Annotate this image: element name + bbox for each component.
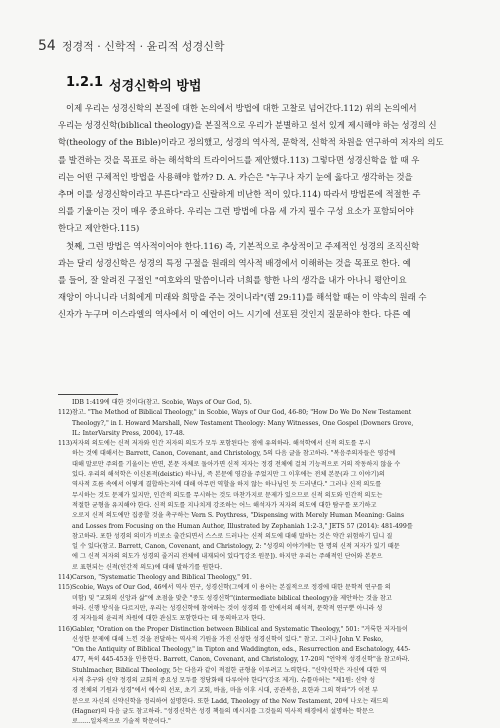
footnote-number: 115) [58, 584, 73, 592]
body-line: 리는 어떤 구체적인 방법을 사용해야 할까? D. A. 카슨은 "누구나 자기 눈에 옳다고 생각하는 것을 [58, 171, 413, 182]
footnote-line: 사적 추구와 신약 정경의 교회적 중요성 모두를 정당화해 다루어야 한다"(강조 제거). 슈틀마허는 "제1원: 신약 성 [72, 677, 376, 685]
footnote-line: 역사적 흐름 속에서 어떻게 결합하는지에 대해 아무런 역할을 하지 않는 하나님인 듯 드러낸다." 그러나 신적 의도를 [72, 481, 382, 489]
body-line: 를 발견하는 것을 목표로 하는 해석학의 트라이어드를 제안했다.113) 그렇다면 성경신학을 할 때 우 [58, 154, 420, 165]
section-number: 1.2.1 [66, 75, 104, 90]
body-text [58, 100, 458, 324]
footnote-line: 참고하라. 포한 성경의 의미가 비로소 출간되면서 스스로 드러나는 신적 의도에 대해 말하는 것은 약간 위험하기 딥니 질 [72, 532, 393, 540]
body-line: 이제 우리는 성경신학의 본질에 대한 논의에서 방법에 대한 고찰로 넘어간다.112) 위의 논의에서 [66, 103, 417, 113]
footnote-line: 로……일차적으로 기술적 학문이다." [72, 718, 171, 726]
footnote-line: 저자의 의도에는 신적 저자와 인간 저자의 의도가 모두 포함된다는 점에 유의하라. 해석학에서 신적 의도를 무시 [72, 440, 371, 448]
footnote-115 [58, 583, 458, 624]
footnote-line: 무시하는 것도 문제가 있지만, 인간적 의도를 무시하는 것도 마찬가지로 문제가 있으므로 신적 의도와 인간적 의도는 [72, 491, 383, 499]
footnote-line: Carson, "Systematic Theology and Biblical Theology," 91. [72, 574, 252, 582]
footnote-line: 대해 말로만 주의를 기울이는 반면, 본문 자체로 돌아가면 신적 저자는 정경 전체에 걸쳐 기능적으로 거의 작동하지 않을 수 [72, 460, 401, 468]
footnote-line: "On the Antiquity of Biblical Theology," in Tipton and Waddington, eds., Resurrection and Eschatology, 445- [72, 646, 411, 654]
footnote-number: 113) [58, 440, 73, 448]
footnote [58, 398, 458, 408]
footnote-112 [58, 408, 458, 439]
running-header [38, 38, 224, 54]
footnote-line: 477, 특히 445-453을 인용한다. Barrett, Canon, Covenant, and Christology, 17-20의 "언약적 성경신학"을 참고하라. [72, 656, 410, 664]
running-title: 정경적 · 신학적 · 윤리적 성경신학 [61, 40, 225, 53]
page-number: 54 [38, 38, 56, 54]
body-line: 한다고 제안한다.115) [58, 223, 140, 234]
body-line: 첫째, 그런 방법은 역사적이어야 한다.116) 즉, 기본적으로 추상적이고 주제적인 성경의 조직신학 [66, 240, 420, 251]
footnote-line: 로 표현되는 신적(인간적 의도)에 대해 말하기를 원한다. [72, 563, 223, 571]
footnote-line: 하라. 신행 방식을 다르지만, 우리는 성경신학에 참여하는 것이 성경의 틀 안에서의 해석적, 문학적 연구뿐 아니라 성 [72, 604, 383, 612]
footnote-line: IDB 1:419에 대한 것이다(참고. Scobie, Ways of Our God, 5). [72, 399, 252, 406]
footnote-line: 에 그 신적 저자의 의도가 성경의 줄거리 전체에 내재되어 있다"[강조 원문]). 하지만 우리는 주해적인 단어와 본문으 [72, 553, 383, 561]
section-heading [66, 75, 201, 94]
footnote-line: 오로지 신적 의도에만 집중할 것을 촉구하는 Vern S. Poythress, "Dispensing with Merely Human Meaning: Gains [72, 512, 405, 520]
footnote-number: 114) [58, 574, 73, 582]
footnote-line: and Losses from Focusing on the Human Author, Illustrated by Zephaniah 1:2-3," JETS 57 (2014): 481-499를 [72, 522, 413, 530]
footnote-line: 참고. "The Method of Biblical Theology," in Scobie, Ways of Our God, 46-80; "How Do We Do New Testament [72, 409, 412, 417]
footnote-line: IL: InterVarsity Press, 2004), 17-48. [72, 429, 185, 437]
footnote-divider [58, 394, 118, 395]
body-line: 과는 달리 성경신학은 성경의 특정 구절을 원래의 역사적 배경에서 이해하는 것을 목표로 한다. 예 [58, 257, 411, 268]
body-line: 우리는 성경신학(biblical theology)을 본질적으로 우리가 분별하고 설서 있게 제시해야 하는 성경의 신 [58, 120, 437, 131]
body-line: 재앙이 아니니라 너희에게 미래와 희망을 주는 것이니라"(렘 29:11)를 해석할 때는 이 약속의 원래 수 [58, 292, 427, 303]
footnote-line: Stuhlmacher, Biblical Theology, 5는 다음과 같이 적절한 균형을 이루려고 노력한다. "신약신학은 자신에 대한 역 [72, 666, 387, 674]
footnote-line: 있다. 우리의 해석학은 이신론적(deistic) 하나님, 즉 본문에 영감을 주었지만 그 이후에는 전체 본문(과 그 이야기)의 [72, 471, 385, 479]
footnote-line: 미함) 및 "교회의 신앙과 삶"에 초점을 맞춘 "중도 성경신학"(intermediate biblical theology)을 제안하는 것을 참고 [72, 594, 392, 602]
footnote-line: 분으로 자신의 신약신학을 정리하여 설명한다. 또한 Ladd, Theology of the New Testament, 20에 나오는 래드의 [72, 697, 389, 705]
section-title: 성경신학의 방법 [109, 79, 202, 94]
body-line: 의를 기울이는 것이 매우 중요하다. 우리는 그런 방법에 다음 세 가지 필수 구성 요소가 포함되어야 [58, 206, 414, 217]
footnote-116 [58, 625, 458, 728]
footnote-113 [58, 439, 458, 573]
footnote-line: 경 저자들의 윤리적 차원에 대한 관심도 포함한다는 데 동의하고자 한다. [72, 615, 266, 623]
footnote-line: Theology?," in I. Howard Marshall, New Testament Theology: Many Witnesses, One Gospel (Downers Grove, [72, 419, 414, 427]
footnote-line: 경 전체의 기원과 성경"에서 예수의 선포, 초기 교회, 바울, 마을 이후 시대, 공관복음, 요한과 그의 학파"가 이전 부 [72, 687, 378, 695]
footnote-line: 적절한 균형을 유지해야 한다. 신적 의도를 지나치게 강조하는 어느 해석자가 저자의 의도에 대한 탐구를 포기하고 [72, 501, 377, 509]
body-line: 신자가 누구며 이스라엘의 역사에서 이 예언이 어느 시기에 선포된 것인지 질문하야 한다. 다른 예 [58, 309, 411, 320]
body-line: 학(theology of the Bible)이라고 정의했고, 성경의 역사적, 문학적, 신학적 차원을 연구하여 저자의 의도 [58, 137, 444, 148]
footnote-line: 신성한 문제에 대해 느낀 것을 전달하는 역사적 기원을 가진 신성한 성경신학이 있다." 참고. 그러나 John V. Fesko, [72, 635, 384, 643]
footnotes [58, 398, 458, 728]
footnote-line: Scobie, Ways of Our God, 46에서 역사 연구, 성경신학(그에게 이 용어는 본질적으로 정경에 대한 문학적 연구를 의 [72, 584, 391, 592]
footnote-line: 하는 것에 대해서는 Barrett, Canon, Covenant, and Christology, 5의 다음 글을 참고하라. "복음주의자들은 영감에 [72, 450, 396, 458]
footnote-line: (Hagner)의 다음 글도 참고하라. "성경신학은 성경 책들의 메시지를 그것들의 역사적 배경에서 설명하는 학문으 [72, 707, 374, 715]
body-line: 를 들어, 잘 알려진 구절인 "여호와의 말씀이니라 너희를 향한 나의 생각을 내가 아나니 평안이요 [58, 275, 407, 286]
footnote-line: 일 수 있다(참고. Barrett, Canon, Covenant, and Christology, 2: "성경의 이야기에는 한 명의 신적 저자가 있기 때문 [72, 543, 400, 551]
body-line: 추며 이를 성경신학이라고 부른다"라고 신랄하게 비난한 적이 있다.114) 따라서 방법론에 적절한 주 [58, 189, 421, 200]
footnote-number: 112) [58, 409, 73, 417]
footnote-number: 116) [58, 625, 73, 633]
footnote-line: Gabler, "Oration on the Proper Distinction between Biblical and Systematic Theology," 501: "거룩한 저자들이 [72, 625, 408, 633]
footnote-114 [58, 573, 458, 583]
